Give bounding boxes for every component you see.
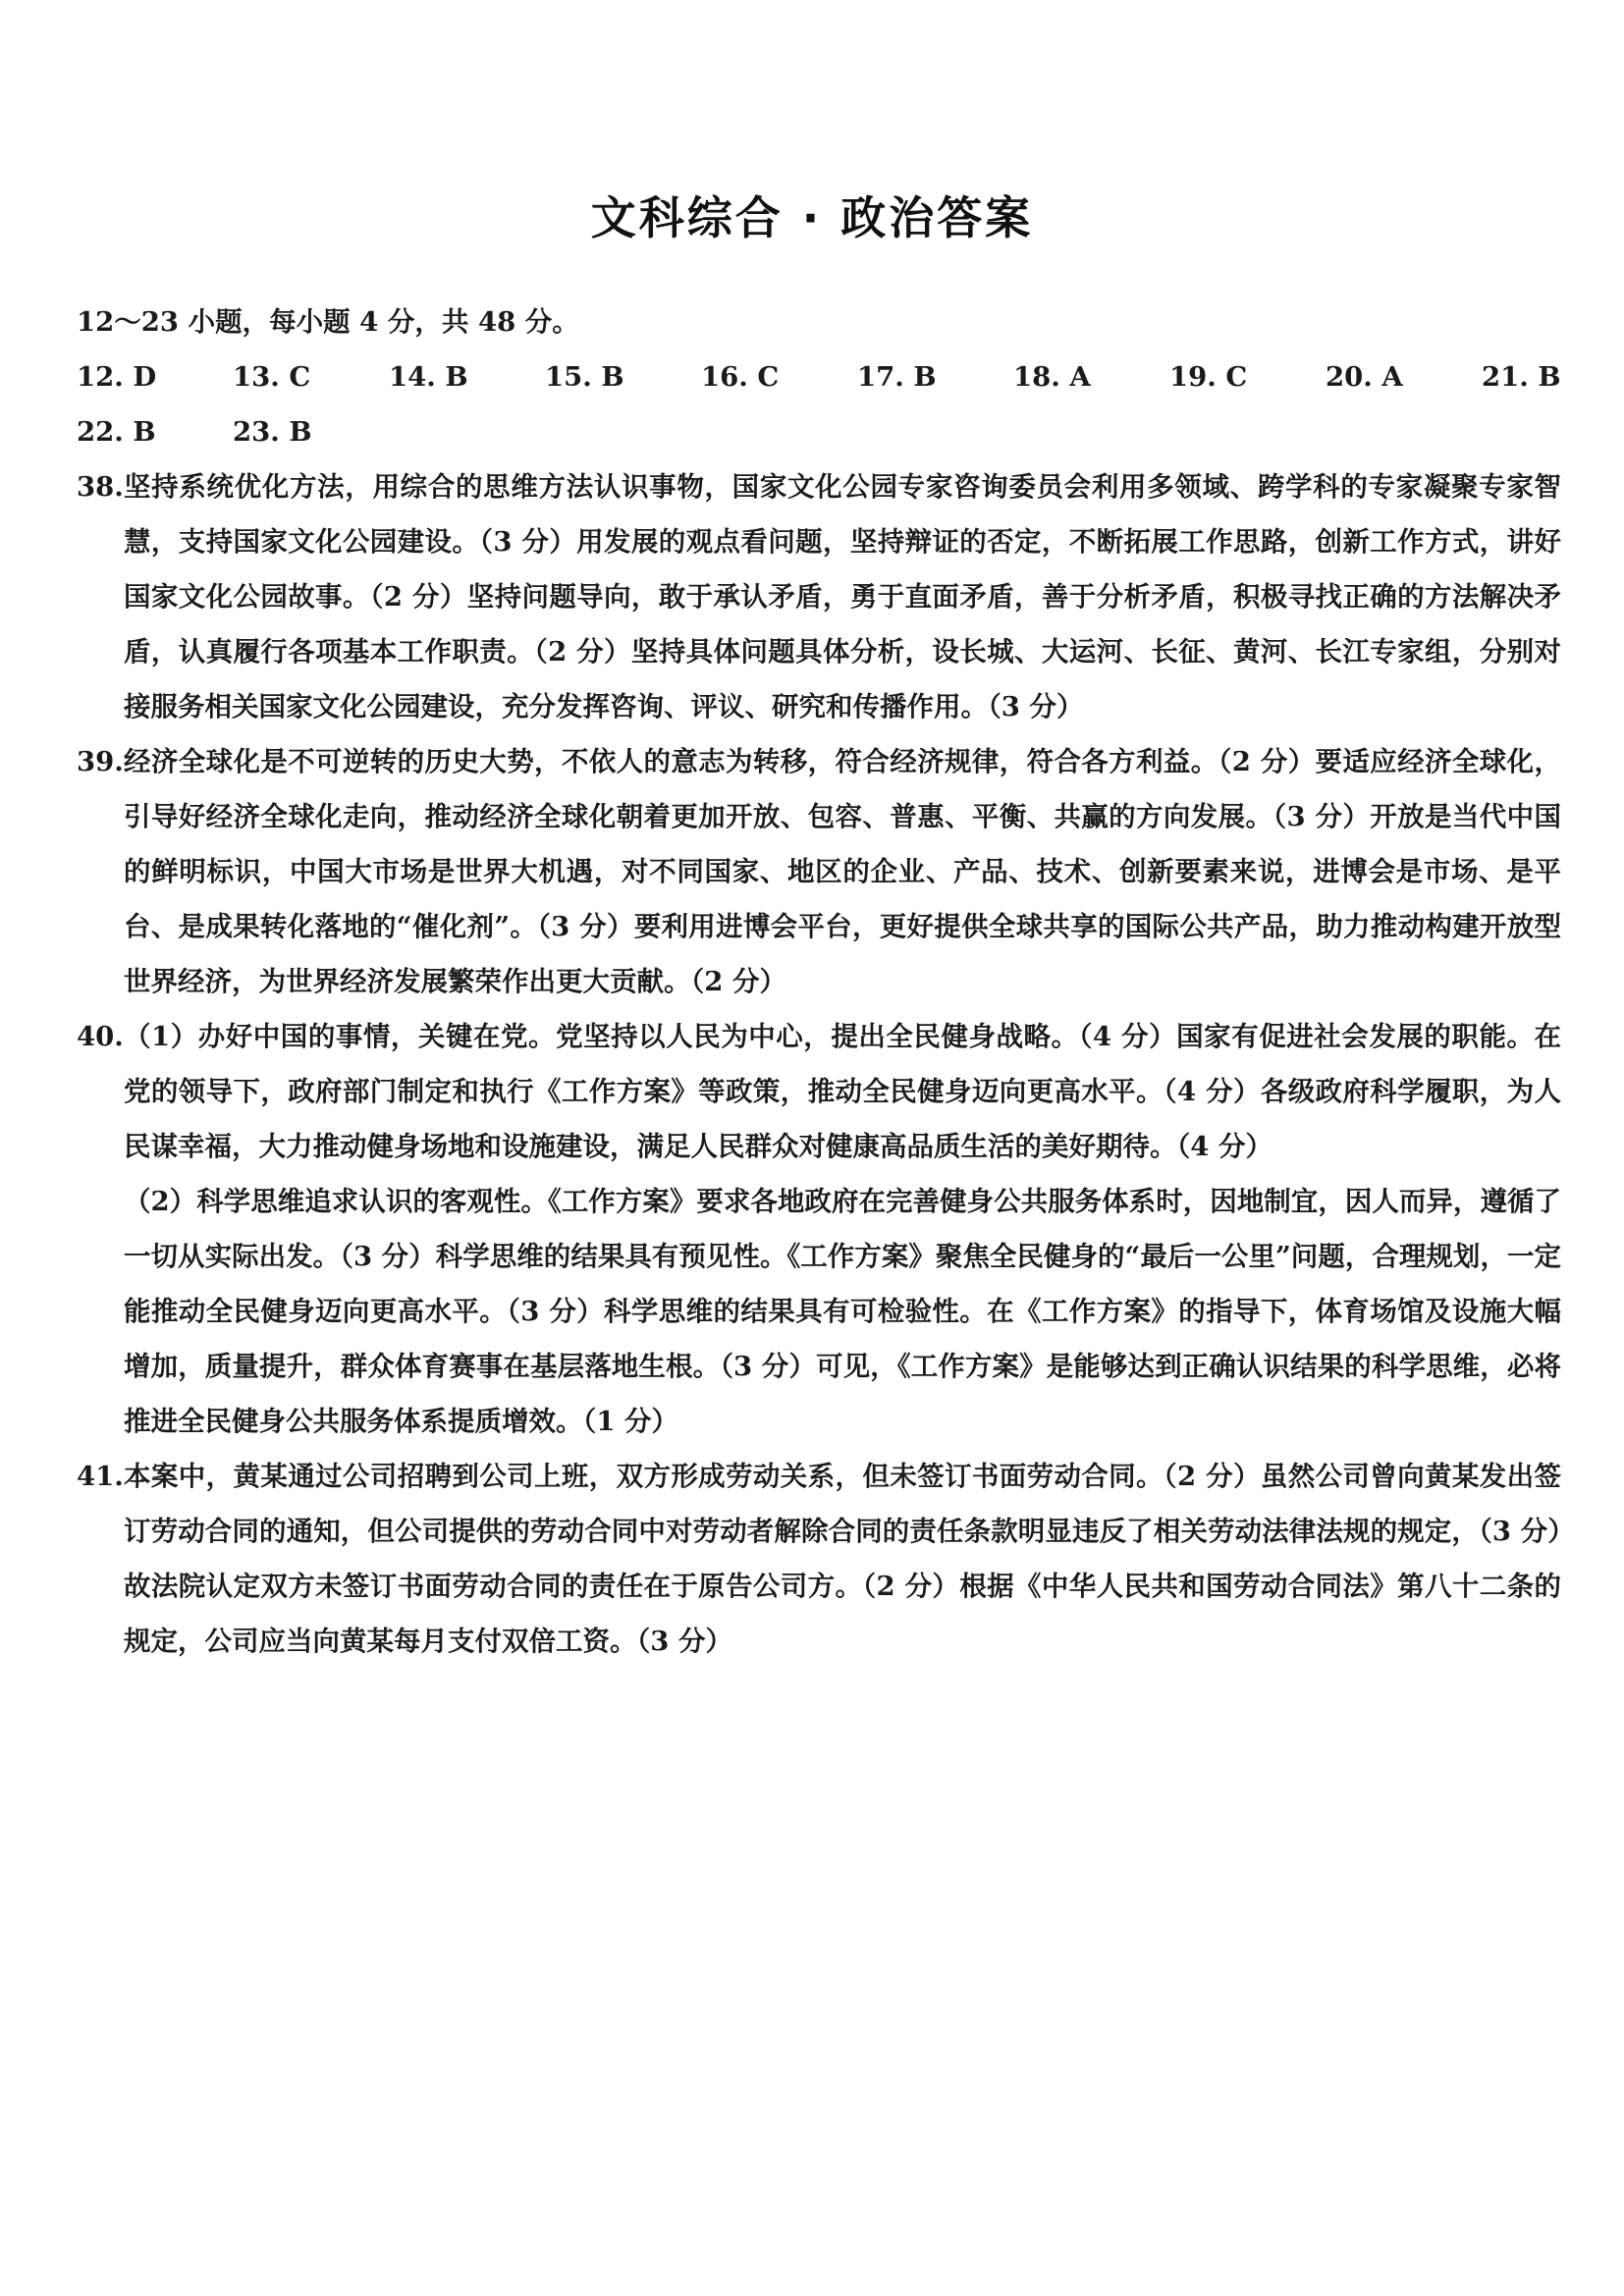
question-number: 40. [77, 1021, 124, 1052]
answer-row-1 [77, 349, 1561, 404]
answer-item: 15. B [545, 361, 624, 393]
question-answer-text: 本案中，黄某通过公司招聘到公司上班，双方形成劳动关系，但未签订书面劳动合同。（2 分）虽然公司曾向黄某发出签订劳动合同的通知，但公司提供的劳动合同中对劳动者解除合同的责任条款明显违反了相关劳动法律法规的规定，（3 分）故法院认定双方未签订书面劳动合同的责任在于原告公司方。（2 分）根据《中华人民共和国劳动合同法》第八十二条的规定，公司应当向黄某每月支付双倍工资。（3 分） [124, 1461, 1561, 1657]
question-38 [77, 459, 1561, 734]
answer-item: 17. B [857, 361, 937, 393]
question-number: 41. [77, 1461, 124, 1492]
question-40 [77, 1009, 1561, 1449]
answer-item: 14. B [389, 361, 468, 393]
answer-item: 18. A [1013, 361, 1091, 393]
answer-item: 22. B [77, 416, 156, 448]
question-answer-text: 经济全球化是不可逆转的历史大势，不依人的意志为转移，符合经济规律，符合各方利益。（2 分）要适应经济全球化，引导好经济全球化走向，推动经济全球化朝着更加开放、包容、普惠、平衡、共赢的方向发展。（3 分）开放是当代中国的鲜明标识，中国大市场是世界大机遇，对不同国家、地区的企业、产品、技术、创新要素来说，进博会是市场、是平台、是成果转化落地的“催化剂”。（3 分）要利用进博会平台，更好提供全球共享的国际公共产品，助力推动构建开放型世界经济，为世界经济发展繁荣作出更大贡献。（2 分） [124, 746, 1561, 997]
question-number: 38. [77, 471, 124, 503]
question-40-part-1: （1）办好中国的事情，关键在党。党坚持以人民为中心，提出全民健身战略。（4 分）国家有促进社会发展的职能。在党的领导下，政府部门制定和执行《工作方案》等政策，推动全民健身迈向更高水平。（4 分）各级政府科学履职，为人民谋幸福，大力推动健身场地和设施建设，满足人民群众对健康高品质生活的美好期待。（4 分） [124, 1021, 1561, 1162]
answer-item: 23. B [233, 416, 312, 448]
answer-content [77, 294, 1561, 1669]
answer-item: 21. B [1482, 361, 1561, 393]
question-number: 39. [77, 746, 124, 777]
question-39 [77, 734, 1561, 1009]
answer-item: 12. D [77, 361, 157, 393]
answer-item: 13. C [233, 361, 311, 393]
answer-item: 19. C [1169, 361, 1248, 393]
question-41 [77, 1449, 1561, 1669]
page-title: 文科综合 · 政治答案 [590, 191, 1034, 244]
answer-item: 20. A [1326, 361, 1403, 393]
question-answer-text: 坚持系统优化方法，用综合的思维方法认识事物，国家文化公园专家咨询委员会利用多领域、跨学科的专家凝聚专家智慧，支持国家文化公园建设。（3 分）用发展的观点看问题，坚持辩证的否定，不断拓展工作思路，创新工作方式，讲好国家文化公园故事。（2 分）坚持问题导向，敢于承认矛盾，勇于直面矛盾，善于分析矛盾，积极寻找正确的方法解决矛盾，认真履行各项基本工作职责。（2 分）坚持具体问题具体分析，设长城、大运河、长征、黄河、长江专家组，分别对接服务相关国家文化公园建设，充分发挥咨询、评议、研究和传播作用。（3 分） [124, 471, 1561, 722]
answer-row-2 [77, 404, 1561, 459]
question-40-part-2: （2）科学思维追求认识的客观性。《工作方案》要求各地政府在完善健身公共服务体系时，因地制宜，因人而异，遵循了一切从实际出发。（3 分）科学思维的结果具有预见性。《工作方案》聚焦全民健身的“最后一公里”问题，合理规划，一定能推动全民健身迈向更高水平。（3 分）科学思维的结果具有可检验性。在《工作方案》的指导下，体育场馆及设施大幅增加，质量提升，群众体育赛事在基层落地生根。（3 分）可见，《工作方案》是能够达到正确认识结果的科学思维，必将推进全民健身公共服务体系提质增效。（1 分） [124, 1186, 1561, 1437]
answer-item: 16. C [701, 361, 780, 393]
multiple-choice-intro: 12～23 小题，每小题 4 分，共 48 分。 [77, 306, 579, 338]
